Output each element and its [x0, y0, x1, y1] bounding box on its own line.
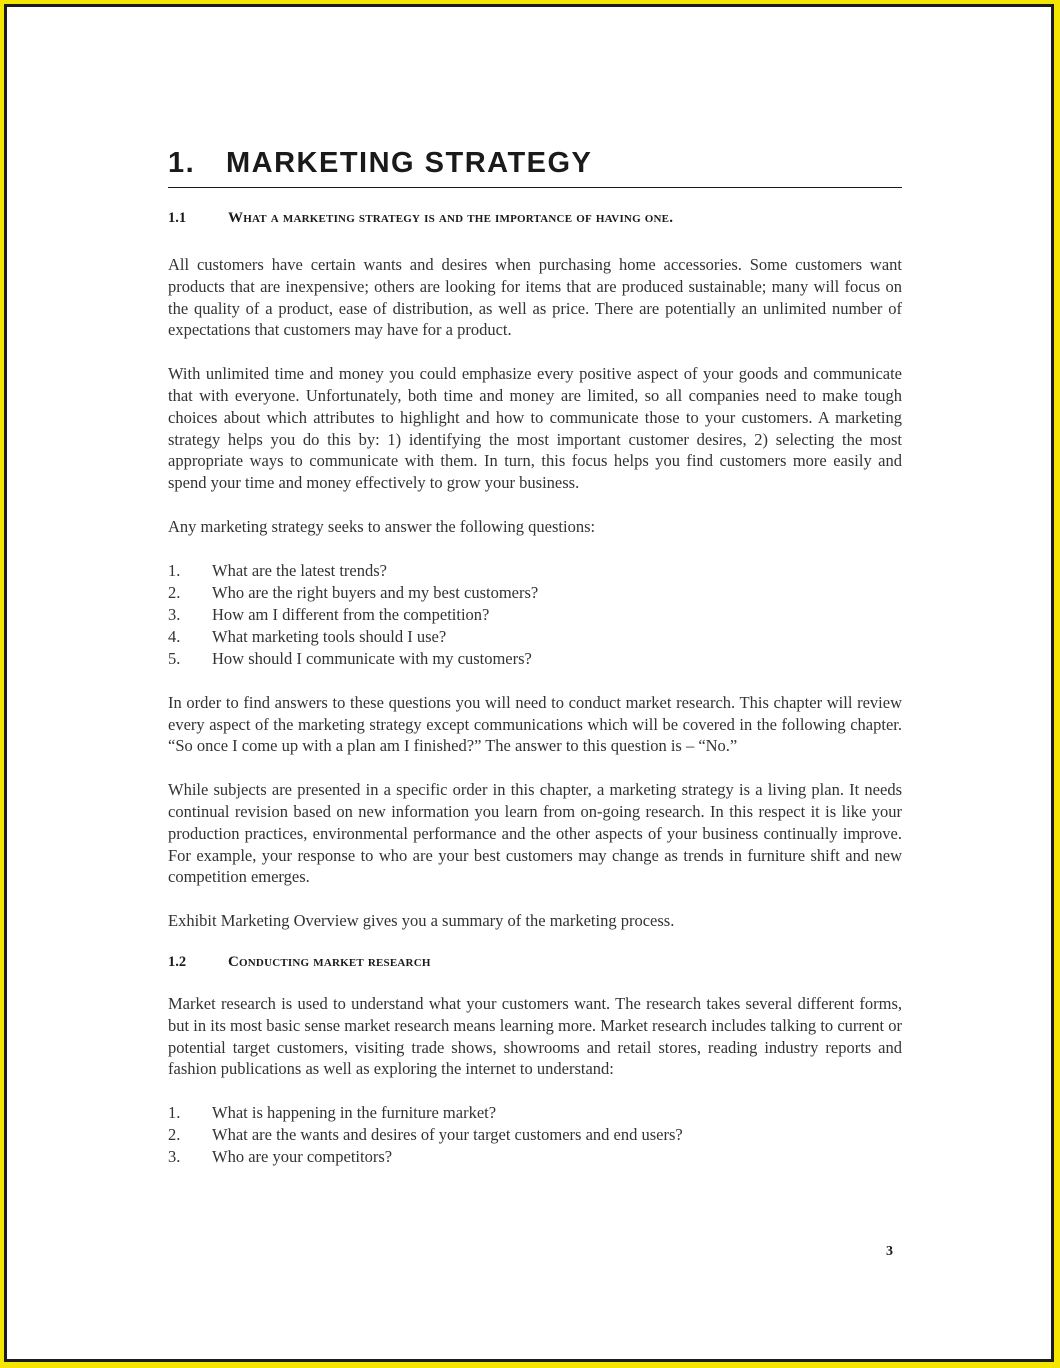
section-number: 1.2	[168, 953, 187, 970]
paragraph: While subjects are presented in a specific order in this chapter, a marketing strategy is a living plan. It needs continual revision based on new information you learn from on-going research. In this respect it is like your production practices, environmental performance and the other aspects of your business continually improve. For example, your response to who are your best customers may change as trends in furniture shift and new competition emerges.	[168, 780, 902, 887]
page-number: 3	[886, 1244, 893, 1259]
paragraph: In order to find answers to these questions you will need to conduct market research. This chapter will review every aspect of the marketing strategy except communications which will be covered in the following chapter. “So once I come up with a plan am I finished?” The answer to this question is – “No.”	[168, 692, 902, 756]
chapter-title-text: MARKETING STRATEGY	[226, 147, 593, 179]
list-item: 5. How should I communicate with my customers?	[168, 648, 532, 668]
list-item: 3. Who are your competitors?	[168, 1147, 393, 1167]
section-number: 1.1	[168, 210, 187, 226]
paragraph: All customers have certain wants and desires when purchasing home accessories. Some customers want products that are inexpensive; others are looking for items that are produced sustainable; many will focus on the quality of a product, ease of distribution, as well as price. There are potentially an unlimited number of expectations that customers may have for a product.	[168, 255, 902, 340]
list-item: 4. What marketing tools should I use?	[168, 626, 447, 646]
document-page	[7, 7, 1051, 1359]
chapter-number: 1.	[168, 147, 196, 179]
research-questions-list	[168, 1102, 902, 1168]
section-title: Conducting market research	[228, 953, 431, 970]
list-item: 2. What are the wants and desires of your target customers and end users?	[168, 1125, 683, 1145]
page-frame	[4, 4, 1054, 1362]
section-title: What a marketing strategy is and the importance of having one.	[228, 210, 674, 226]
paragraph: Exhibit Marketing Overview gives you a summary of the marketing process.	[168, 911, 675, 931]
page-content	[168, 147, 902, 1168]
questions-list	[168, 560, 902, 670]
section-heading-1-2	[168, 954, 902, 971]
paragraph: Market research is used to understand what your customers want. The research takes several different forms, but in its most basic sense market research means learning more. Market research includes talking to current or potential target customers, visiting trade shows, showrooms and retail stores, reading industry reports and fashion publications as well as exploring the internet to understand:	[168, 993, 902, 1079]
list-item: 1. What is happening in the furniture market?	[168, 1103, 497, 1123]
list-item: 3. How am I different from the competition?	[168, 604, 490, 624]
paragraph: With unlimited time and money you could emphasize every positive aspect of your goods and communicate that with everyone. Unfortunately, both time and money are limited, so all companies need to make tough choices about which attributes to highlight and how to communicate those to your customers. A marketing strategy helps you do this by: 1) identifying the most important customer desires, 2) selecting the most appropriate ways to communicate with them. In turn, this focus helps you find customers more easily and spend your time and money effectively to grow your business.	[168, 364, 902, 493]
chapter-title	[168, 147, 902, 188]
section-heading-1-1	[168, 210, 902, 227]
list-item: 1. What are the latest trends?	[168, 560, 387, 580]
paragraph: Any marketing strategy seeks to answer the following questions:	[168, 516, 596, 536]
list-item: 2. Who are the right buyers and my best customers?	[168, 582, 539, 602]
